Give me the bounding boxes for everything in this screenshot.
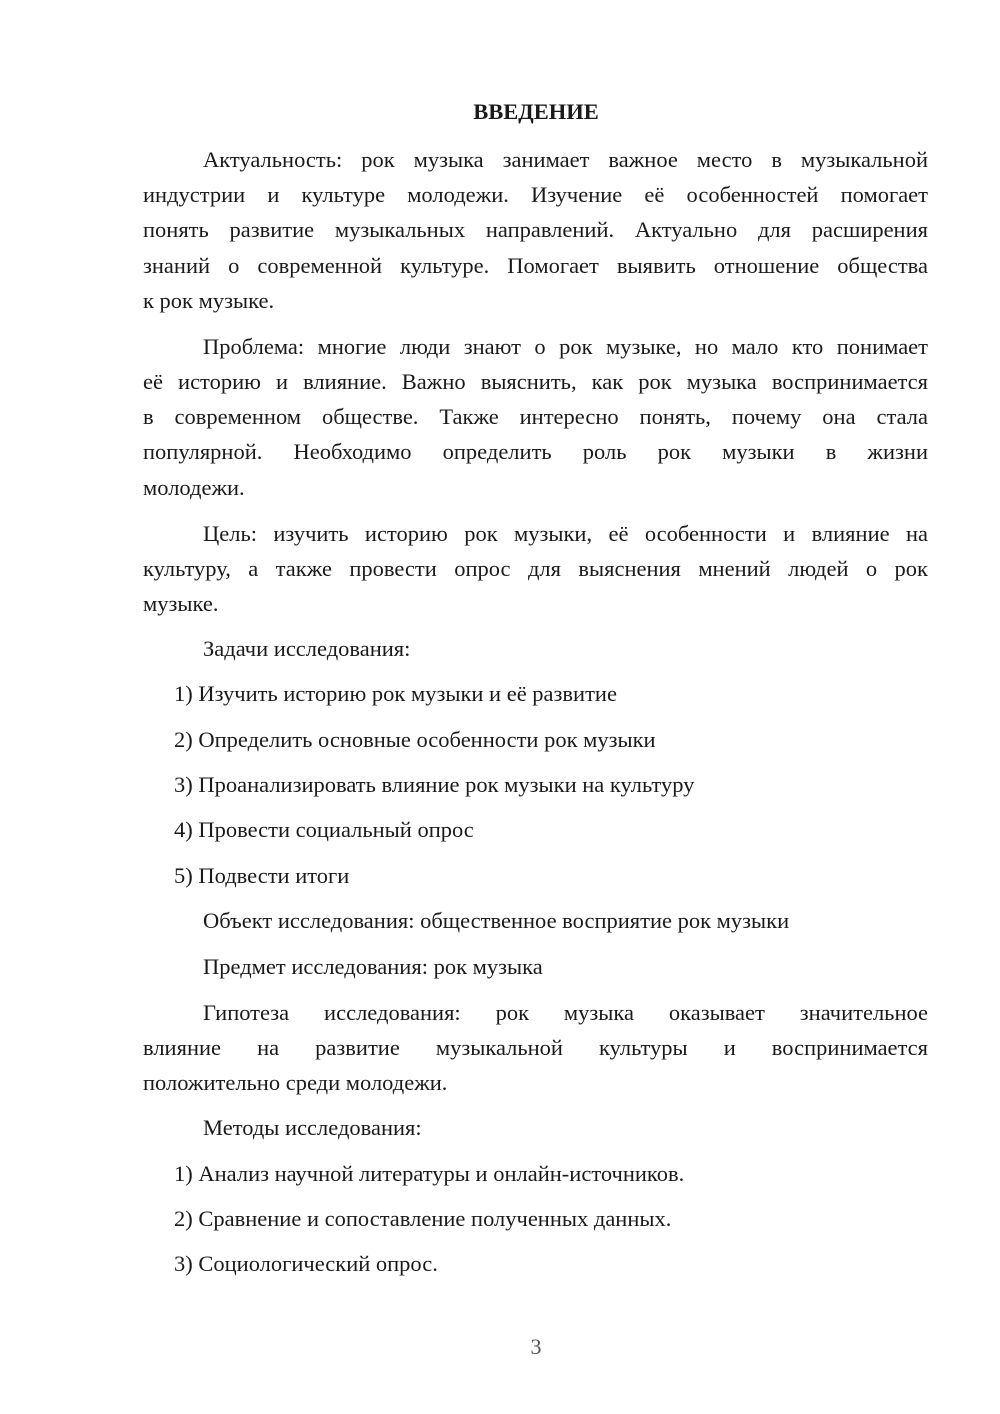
method-item-2: 2) Сравнение и сопоставление полученных данных. <box>174 1206 672 1231</box>
page-title: ВВЕДЕНИЕ <box>473 99 599 124</box>
goal-line-3: музыке. <box>143 591 219 616</box>
task-item-4: 4) Провести социальный опрос <box>174 817 474 842</box>
goal-line-2: культуру, а также провести опрос для выяснения мнений людей о рок <box>143 556 928 581</box>
methods-heading: Методы исследования: <box>203 1115 422 1140</box>
hypothesis-line-1: Гипотеза исследования: рок музыка оказывает значительное <box>203 1000 928 1025</box>
hypothesis-line-2: влияние на развитие музыкальной культуры и воспринимается <box>143 1035 928 1060</box>
method-item-3: 3) Социологический опрос. <box>174 1251 438 1276</box>
page-number: 3 <box>530 1334 542 1359</box>
task-item-2: 2) Определить основные особенности рок музыки <box>174 727 656 752</box>
relevance-line-4: знаний о современной культуре. Помогает выявить отношение общества <box>143 253 928 278</box>
hypothesis-line-3: положительно среди молодежи. <box>143 1070 448 1095</box>
goal-line-1: Цель: изучить историю рок музыки, её особенности и влияние на <box>203 521 928 546</box>
method-item-1: 1) Анализ научной литературы и онлайн-источников. <box>174 1161 685 1186</box>
problem-line-4: популярной. Необходимо определить роль рок музыки в жизни <box>143 439 928 464</box>
tasks-heading: Задачи исследования: <box>203 636 411 661</box>
relevance-line-3: понять развитие музыкальных направлений. Актуально для расширения <box>143 217 928 242</box>
research-subject: Предмет исследования: рок музыка <box>203 954 543 979</box>
research-object: Объект исследования: общественное восприятие рок музыки <box>203 908 790 933</box>
problem-line-3: в современном обществе. Также интересно понять, почему она стала <box>143 404 928 429</box>
relevance-line-2: индустрии и культуре молодежи. Изучение её особенностей помогает <box>143 182 928 207</box>
relevance-line-1: Актуальность: рок музыка занимает важное место в музыкальной <box>203 147 928 172</box>
task-item-5: 5) Подвести итоги <box>174 863 350 888</box>
relevance-line-5: к рок музыке. <box>143 288 275 313</box>
task-item-3: 3) Проанализировать влияние рок музыки на культуру <box>174 772 695 797</box>
problem-line-5: молодежи. <box>143 475 245 500</box>
problem-line-1: Проблема: многие люди знают о рок музыке, но мало кто понимает <box>203 334 928 359</box>
problem-line-2: её историю и влияние. Важно выяснить, как рок музыка воспринимается <box>143 369 928 394</box>
task-item-1: 1) Изучить историю рок музыки и её развитие <box>174 681 617 706</box>
